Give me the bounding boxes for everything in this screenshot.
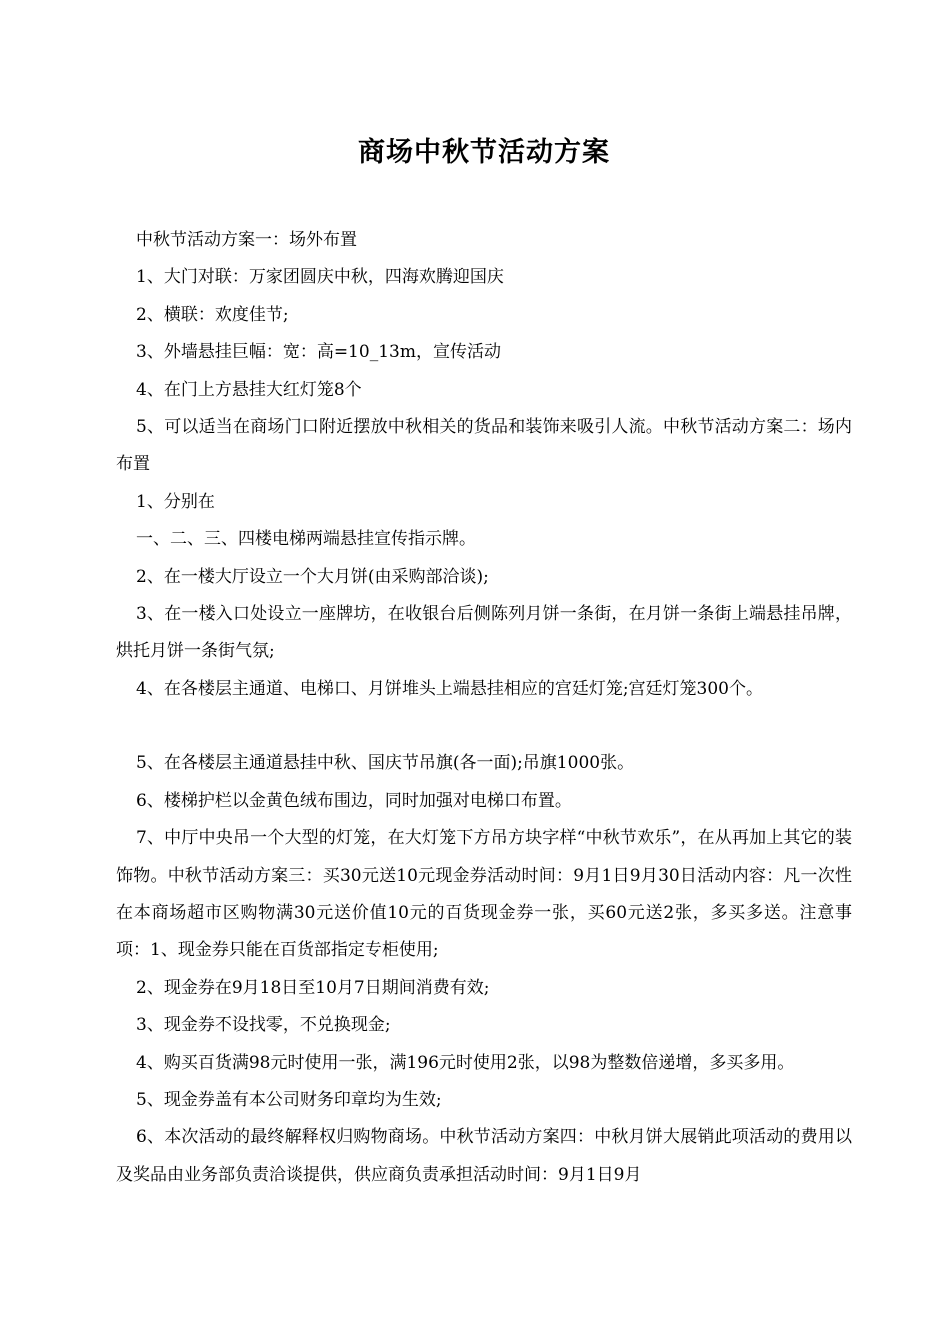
- paragraph: 6、楼梯护栏以金黄色绒布围边，同时加强对电梯口布置。: [136, 790, 572, 811]
- paragraph: 一、二、三、四楼电梯两端悬挂宣传指示牌。: [136, 529, 476, 550]
- paragraph: 3、现金券不设找零，不兑换现金;: [136, 1015, 391, 1036]
- paragraph: 2、现金券在9月18日至10月7日期间消费有效;: [136, 977, 490, 998]
- paragraph: 1、分别在: [136, 491, 215, 512]
- paragraph: 6、本次活动的最终解释权归购物商场。中秋节活动方案四：中秋月饼大展销此项活动的费用以及奖品由业务部负责洽谈提供，供应商负责承担活动时间：9月1日9月: [116, 1127, 852, 1185]
- paragraph: 4、在门上方悬挂大红灯笼8个: [136, 379, 362, 400]
- paragraph: 5、可以适当在商场门口附近摆放中秋相关的货品和装饰来吸引人流。中秋节活动方案二：场内布置: [116, 417, 852, 475]
- paragraph: 2、横联：欢度佳节;: [136, 304, 289, 325]
- paragraph: 5、在各楼层主通道悬挂中秋、国庆节吊旗(各一面);吊旗1000张。: [136, 753, 635, 774]
- paragraph: 5、现金券盖有本公司财务印章均为生效;: [136, 1089, 442, 1110]
- paragraph: 7、中厅中央吊一个大型的灯笼，在大灯笼下方吊方块字样“中秋节欢乐”，在从再加上其它的装饰物。中秋节活动方案三：买30元送10元现金券活动时间：9月1日9月30日活动内容：凡一次性在本商场超市区购物满30元送价值10元的百货现金券一张，买60元送2张，多买多送。注意事项：1、现金券只能在百货部指定专柜使用;: [116, 828, 852, 961]
- document-title: 商场中秋节活动方案: [358, 137, 610, 168]
- document-page: [116, 128, 852, 1194]
- paragraph: 4、购买百货满98元时使用一张，满196元时使用2张，以98为整数倍递增，多买多用。: [136, 1052, 795, 1073]
- document-body: [116, 222, 852, 1194]
- paragraph: 3、在一楼入口处设立一座牌坊，在收银台后侧陈列月饼一条街，在月饼一条街上端悬挂吊牌，烘托月饼一条街气氛;: [116, 604, 852, 662]
- paragraph: 1、大门对联：万家团圆庆中秋，四海欢腾迎国庆: [136, 267, 504, 288]
- paragraph: 3、外墙悬挂巨幅：宽：高=10_13m，宣传活动: [136, 342, 501, 363]
- paragraph: 中秋节活动方案一：场外布置: [136, 230, 357, 250]
- paragraph: 4、在各楼层主通道、电梯口、月饼堆头上端悬挂相应的宫廷灯笼;宫廷灯笼300个。: [136, 678, 763, 699]
- paragraph: 2、在一楼大厅设立一个大月饼(由采购部洽谈);: [136, 566, 489, 587]
